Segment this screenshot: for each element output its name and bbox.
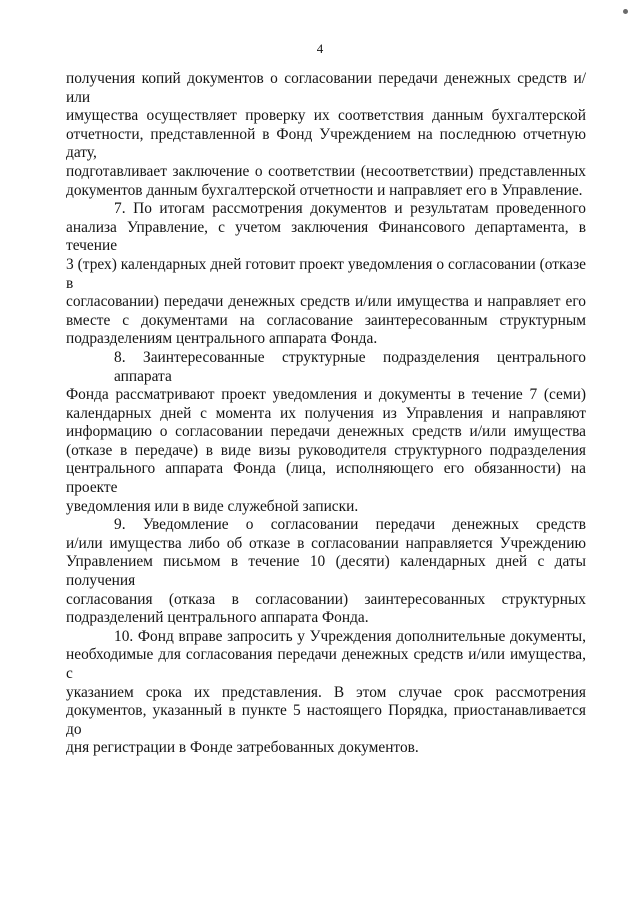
document-body	[66, 70, 586, 758]
text-line: согласования (отказа в согласовании) заинтересованных структурных	[66, 590, 586, 608]
paragraph-continued	[66, 70, 586, 200]
text-line: и/или имущества либо об отказе в согласовании направляется Учреждению	[66, 534, 586, 552]
paragraph-9	[66, 516, 586, 628]
paragraph-8	[66, 349, 586, 516]
text-line: информацию о согласовании передачи денежных средств и/или имущества	[66, 423, 586, 441]
text-line: 9. Уведомление о согласовании передачи денежных средств	[114, 516, 586, 534]
text-line: 8. Заинтересованные структурные подразделения центрального аппарата	[114, 348, 586, 385]
text-line: анализа Управление, с учетом заключения Финансового департамента, в течение	[66, 218, 586, 255]
text-line: получения копий документов о согласовании передачи денежных средств и/или	[66, 70, 586, 106]
text-line: отчетности, представленной в Фонд Учреждением на последнюю отчетную дату,	[66, 125, 586, 162]
text-line: центрального аппарата Фонда (лица, исполняющего его обязанности) на проекте	[66, 460, 586, 497]
text-line: необходимые для согласования передачи денежных средств и/или имущества, с	[66, 646, 586, 682]
text-line: 10. Фонд вправе запросить у Учреждения дополнительные документы,	[114, 627, 586, 645]
text-line: Управлением письмом в течение 10 (десяти) календарных дней с даты получения	[66, 553, 586, 590]
text-line: указанием срока их представления. В этом случае срок рассмотрения	[66, 683, 586, 701]
scan-dot-mark	[623, 9, 628, 14]
text-line: подготавливает заключение о соответствии (несоответствии) представленных	[66, 162, 586, 180]
text-line: документов данным бухгалтерской отчетности и направляет его в Управление.	[66, 181, 583, 199]
text-line: вместе с документами на согласование заинтересованным структурным	[66, 311, 586, 329]
text-line: Фонда рассматривают проект уведомления и документы в течение 7 (семи)	[66, 386, 586, 404]
text-line: подразделений центрального аппарата Фонда.	[66, 609, 369, 627]
text-line: (отказе в передаче) в виде визы руководителя структурного подразделения	[66, 441, 586, 459]
paragraph-10	[66, 628, 586, 758]
text-line: календарных дней с момента их получения из Управления и направляют	[66, 404, 586, 422]
text-line: подразделениям центрального аппарата Фонда.	[66, 330, 378, 348]
text-line: 7. По итогам рассмотрения документов и результатам проведенного	[114, 200, 586, 218]
text-line: имущества осуществляет проверку их соответствия данным бухгалтерской	[66, 107, 586, 125]
page-number: 4	[316, 41, 324, 56]
paragraph-7	[66, 200, 586, 349]
text-line: дня регистрации в Фонде затребованных документов.	[66, 739, 419, 757]
text-line: 3 (трех) календарных дней готовит проект уведомления о согласовании (отказе в	[66, 255, 586, 292]
text-line: согласовании) передачи денежных средств и/или имущества и направляет его	[66, 293, 586, 311]
text-line: документов, указанный в пункте 5 настоящего Порядка, приостанавливается до	[66, 702, 586, 738]
text-line: уведомления или в виде служебной записки.	[66, 497, 359, 515]
